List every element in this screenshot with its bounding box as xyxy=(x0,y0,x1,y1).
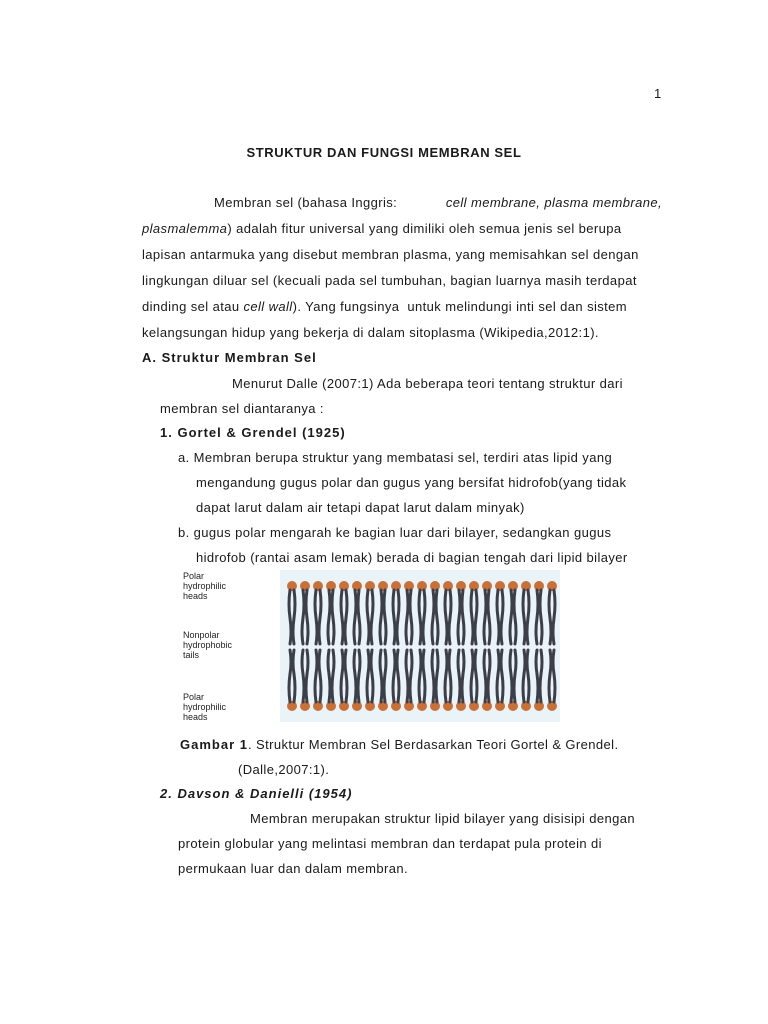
intro-line-2 xyxy=(142,220,622,238)
phospholipid-head-bottom xyxy=(378,701,388,711)
theory1-item-a-line-2: mengandung gugus polar dan gugus yang bersifat hidrofob(yang tidak xyxy=(196,475,627,490)
intro-line-4: lingkungan diluar sel (kecuali pada sel tumbuhan, bagian luarnya masih terdapat xyxy=(142,273,637,288)
theory2-line-1: Membran merupakan struktur lipid bilayer yang disisipi dengan xyxy=(250,811,635,826)
theory2-line-2: protein globular yang melintasi membran dan terdapat pula protein di xyxy=(178,836,602,851)
section-a-heading: A. Struktur Membran Sel xyxy=(142,350,317,365)
label-polar-top-3: heads xyxy=(183,591,208,601)
intro-text: ) adalah fitur universal yang dimiliki oleh semua jenis sel berupa xyxy=(227,221,622,236)
phospholipid-head-bottom xyxy=(326,701,336,711)
phospholipid-head-bottom xyxy=(391,701,401,711)
theory2-heading: 2. Davson & Danielli (1954) xyxy=(160,786,353,801)
intro-text: Membran sel (bahasa Inggris: xyxy=(214,195,402,210)
phospholipid-head-bottom xyxy=(365,701,375,711)
phospholipid-head-top xyxy=(456,581,466,591)
phospholipid-head-top xyxy=(482,581,492,591)
section-a-line-2: membran sel diantaranya : xyxy=(160,401,324,416)
phospholipid-head-bottom xyxy=(352,701,362,711)
phospholipid-head-top xyxy=(313,581,323,591)
phospholipid-head-top xyxy=(339,581,349,591)
label-polar-top-1: Polar xyxy=(183,571,205,581)
phospholipid-head-bottom xyxy=(430,701,440,711)
intro-italic-term: cell wall xyxy=(243,299,293,314)
phospholipid-head-top xyxy=(287,581,297,591)
label-nonpolar-2: hydrophobic xyxy=(183,640,233,650)
phospholipid-head-top xyxy=(404,581,414,591)
phospholipid-head-top xyxy=(352,581,362,591)
phospholipid-head-top xyxy=(378,581,388,591)
figure-caption-label: Gambar 1 xyxy=(180,737,248,752)
phospholipid-head-top xyxy=(469,581,479,591)
phospholipid-head-bottom xyxy=(495,701,505,711)
phospholipid-head-bottom xyxy=(443,701,453,711)
phospholipid-head-top xyxy=(495,581,505,591)
phospholipid-head-bottom xyxy=(339,701,349,711)
phospholipid-head-bottom xyxy=(287,701,297,711)
label-polar-bottom-2: hydrophilic xyxy=(183,702,227,712)
phospholipid-head-top xyxy=(534,581,544,591)
lipid-bilayer-figure xyxy=(180,570,660,722)
phospholipid-head-bottom xyxy=(534,701,544,711)
theory1-item-a-line-3: dapat larut dalam air tetapi dapat larut dalam minyak) xyxy=(196,500,525,515)
phospholipid-head-bottom xyxy=(417,701,427,711)
intro-line-5 xyxy=(142,298,627,316)
phospholipid-head-bottom xyxy=(508,701,518,711)
theory1-item-a-line-1: a. Membran berupa struktur yang membatasi sel, terdiri atas lipid yang xyxy=(178,450,613,465)
intro-line-6: kelangsungan hidup yang bekerja di dalam sitoplasma (Wikipedia,2012:1). xyxy=(142,325,599,340)
intro-text: ). Yang fungsinya untuk melindungi inti sel dan sistem xyxy=(292,299,628,314)
figure-caption-text: . Struktur Membran Sel Berdasarkan Teori Gortel & Grendel. xyxy=(247,737,619,752)
phospholipid-head-top xyxy=(521,581,531,591)
phospholipid-head-bottom xyxy=(469,701,479,711)
label-nonpolar-3: tails xyxy=(183,650,200,660)
phospholipid-head-bottom xyxy=(482,701,492,711)
document-title: STRUKTUR DAN FUNGSI MEMBRAN SEL xyxy=(246,145,522,160)
intro-italic-term: cell membrane, plasma membrane, xyxy=(445,195,662,210)
phospholipid-head-bottom xyxy=(456,701,466,711)
label-polar-top-2: hydrophilic xyxy=(183,581,227,591)
phospholipid-head-top xyxy=(326,581,336,591)
figure-caption-citation: (Dalle,2007:1). xyxy=(238,762,330,777)
theory1-item-b-line-2: hidrofob (rantai asam lemak) berada di bagian tengah dari lipid bilayer xyxy=(196,550,628,565)
phospholipid-head-top xyxy=(417,581,427,591)
label-polar-bottom-3: heads xyxy=(183,712,208,722)
phospholipid-head-bottom xyxy=(300,701,310,711)
label-polar-bottom-1: Polar xyxy=(183,692,205,702)
phospholipid-head-bottom xyxy=(547,701,557,711)
phospholipid-head-top xyxy=(391,581,401,591)
theory1-heading: 1. Gortel & Grendel (1925) xyxy=(160,425,346,440)
intro-text: dinding sel atau xyxy=(142,299,244,314)
phospholipid-head-bottom xyxy=(521,701,531,711)
theory2-line-3: permukaan luar dan dalam membran. xyxy=(178,861,408,876)
intro-italic-term: plasmalemma xyxy=(142,221,228,236)
figure-caption xyxy=(180,736,618,754)
phospholipid-head-top xyxy=(430,581,440,591)
phospholipid-head-top xyxy=(443,581,453,591)
phospholipid-head-bottom xyxy=(313,701,323,711)
phospholipid-head-top xyxy=(365,581,375,591)
label-nonpolar-1: Nonpolar xyxy=(183,630,220,640)
phospholipid-head-top xyxy=(547,581,557,591)
phospholipid-head-top xyxy=(508,581,518,591)
intro-line-3: lapisan antarmuka yang disebut membran plasma, yang memisahkan sel dengan xyxy=(142,247,639,262)
phospholipid-head-top xyxy=(300,581,310,591)
theory1-item-b-line-1: b. gugus polar mengarah ke bagian luar dari bilayer, sedangkan gugus xyxy=(178,525,612,540)
phospholipid-head-bottom xyxy=(404,701,414,711)
section-a-line-1: Menurut Dalle (2007:1) Ada beberapa teori tentang struktur dari xyxy=(232,376,623,391)
page-number: 1 xyxy=(654,86,662,101)
intro-line-1 xyxy=(214,194,662,212)
